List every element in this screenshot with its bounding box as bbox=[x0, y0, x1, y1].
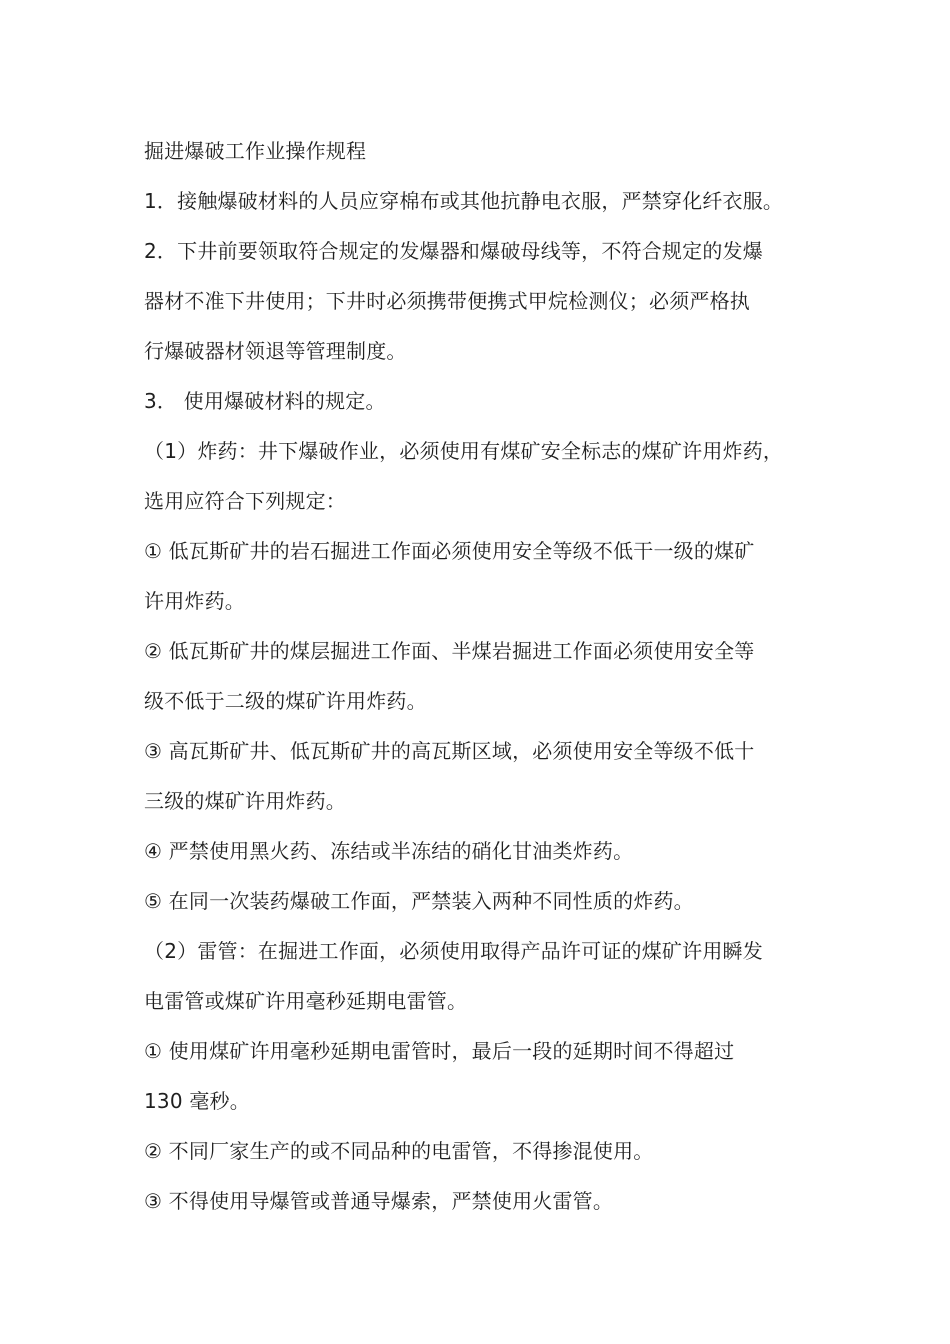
text-line: ② 不同厂家生产的或不同品种的电雷管，不得掺混使用。 bbox=[144, 1139, 654, 1163]
text-line: （2）雷管：在掘进工作面，必须使用取得产品许可证的煤矿许用瞬发 bbox=[144, 939, 763, 963]
document-title: 掘进爆破工作业操作规程 bbox=[144, 139, 367, 163]
text-line: ⑤ 在同一次装药爆破工作面，严禁装入两种不同性质的炸药。 bbox=[144, 889, 694, 913]
text-line: 行爆破器材领退等管理制度。 bbox=[144, 339, 407, 363]
text-line: 电雷管或煤矿许用毫秒延期电雷管。 bbox=[144, 989, 468, 1013]
text-line: 许用炸药。 bbox=[144, 589, 245, 613]
text-line: ③ 不得使用导爆管或普通导爆索，严禁使用火雷管。 bbox=[144, 1189, 614, 1213]
text-line: 2．下井前要领取符合规定的发爆器和爆破母线等，不符合规定的发爆 bbox=[144, 239, 763, 263]
text-line: ① 使用煤矿许用毫秒延期电雷管时，最后一段的延期时间不得超过 bbox=[144, 1039, 735, 1063]
text-line: 三级的煤矿许用炸药。 bbox=[144, 789, 346, 813]
text-line: ③ 高瓦斯矿井、低瓦斯矿井的高瓦斯区域，必须使用安全等级不低十 bbox=[144, 739, 755, 763]
document-body bbox=[144, 126, 834, 1226]
text-line: （1）炸药：井下爆破作业，必须使用有煤矿安全标志的煤矿许用炸药， bbox=[144, 439, 784, 463]
text-line: 选用应符合下列规定： bbox=[144, 489, 346, 513]
text-line: 3． 使用爆破材料的规定。 bbox=[144, 389, 386, 413]
text-line: 130 毫秒。 bbox=[144, 1089, 250, 1113]
text-line: 器材不准下井使用；下井时必须携带便携式甲烷检测仪；必须严格执 bbox=[144, 289, 750, 313]
text-line: 1．接触爆破材料的人员应穿棉布或其他抗静电衣服，严禁穿化纤衣服。 bbox=[144, 189, 784, 213]
text-line: ① 低瓦斯矿井的岩石掘进工作面必须使用安全等级不低干一级的煤矿 bbox=[144, 539, 755, 563]
text-line: 级不低于二级的煤矿许用炸药。 bbox=[144, 689, 427, 713]
text-line: ② 低瓦斯矿井的煤层掘进工作面、半煤岩掘进工作面必须使用安全等 bbox=[144, 639, 755, 663]
text-line: ④ 严禁使用黑火药、冻结或半冻结的硝化甘油类炸药。 bbox=[144, 839, 634, 863]
